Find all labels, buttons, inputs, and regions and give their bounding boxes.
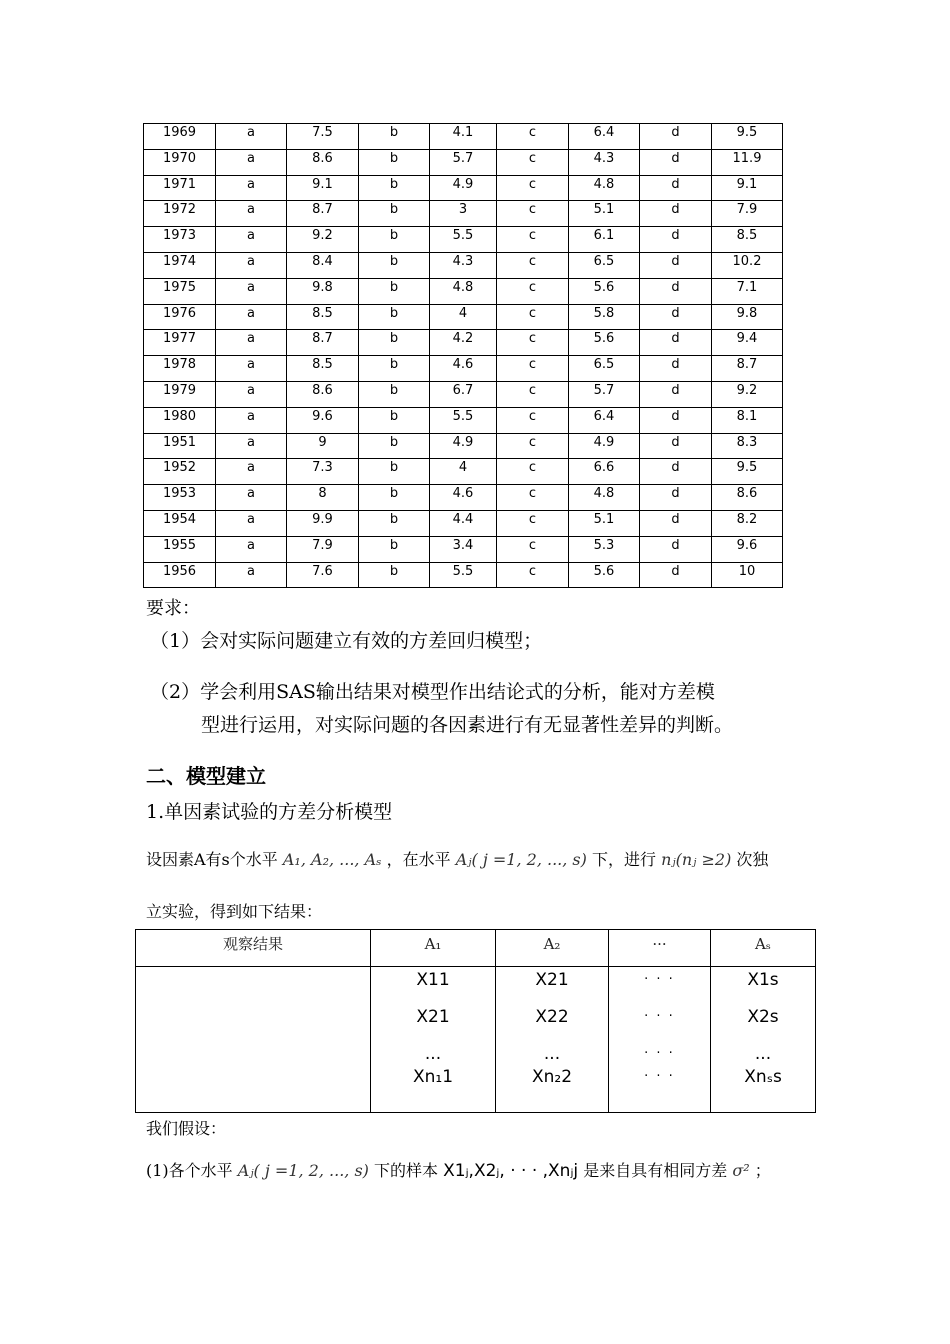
table-row (144, 278, 783, 304)
obs-value: Xn₁1 (412, 1067, 454, 1087)
cell-value-c: 5.6 (569, 330, 640, 356)
obs-value: X22 (535, 1007, 569, 1027)
obs-col-a1 (371, 967, 496, 1113)
para-text: 设因素A有s个水平 (146, 850, 278, 869)
cell-factor-c: c (497, 459, 569, 485)
assumptions-intro: 我们假设： (146, 1119, 227, 1138)
assumption-text: (1)各个水平 (146, 1161, 233, 1180)
cell-factor-b: b (359, 562, 430, 588)
observation-values-row (136, 967, 816, 1113)
cell-value-d: 7.1 (712, 278, 783, 304)
obs-header-as: Aₛ (711, 930, 816, 967)
obs-value: · · · (644, 1069, 675, 1084)
cell-factor-c: c (497, 536, 569, 562)
cell-factor-c: c (497, 510, 569, 536)
cell-value-b: 4.8 (430, 278, 497, 304)
cell-factor-d: d (640, 381, 712, 407)
cell-year: 1973 (144, 227, 216, 253)
table-row (144, 510, 783, 536)
cell-factor-a: a (216, 536, 287, 562)
cell-year: 1979 (144, 381, 216, 407)
cell-factor-b: b (359, 124, 430, 150)
cell-value-b: 4.2 (430, 330, 497, 356)
obs-value: X21 (416, 1007, 450, 1027)
cell-value-a: 9.6 (287, 407, 359, 433)
assumption-text: ； (754, 1161, 771, 1180)
cell-value-b: 4.4 (430, 510, 497, 536)
cell-value-c: 4.8 (569, 175, 640, 201)
requirement-item-2: （2）学会利用SAS输出结果对模型作出结论式的分析，能对方差模 (150, 681, 715, 703)
cell-factor-c: c (497, 149, 569, 175)
cell-factor-c: c (497, 485, 569, 511)
obs-value: X2s (747, 1007, 779, 1027)
cell-factor-c: c (497, 433, 569, 459)
cell-factor-d: d (640, 459, 712, 485)
cell-factor-b: b (359, 175, 430, 201)
table-row (144, 407, 783, 433)
cell-value-c: 5.3 (569, 536, 640, 562)
para-text: 次独 (736, 850, 769, 869)
cell-factor-b: b (359, 227, 430, 253)
cell-factor-d: d (640, 510, 712, 536)
cell-factor-d: d (640, 536, 712, 562)
cell-factor-b: b (359, 330, 430, 356)
cell-factor-a: a (216, 227, 287, 253)
obs-col-a2 (496, 967, 609, 1113)
cell-factor-d: d (640, 227, 712, 253)
cell-value-d: 11.9 (712, 149, 783, 175)
cell-value-a: 8.6 (287, 381, 359, 407)
requirements-label: 要求： (146, 598, 200, 619)
table-row (144, 536, 783, 562)
sample-size-formula: nⱼ(nⱼ ≥2) (661, 850, 732, 869)
cell-factor-a: a (216, 459, 287, 485)
cell-factor-d: d (640, 252, 712, 278)
requirement-item-2-continued: 型进行运用，对实际问题的各因素进行有无显著性差异的判断。 (201, 714, 734, 736)
cell-value-c: 6.1 (569, 227, 640, 253)
cell-factor-c: c (497, 407, 569, 433)
cell-factor-a: a (216, 562, 287, 588)
obs-value: Xnₛs (744, 1067, 782, 1087)
cell-year: 1976 (144, 304, 216, 330)
cell-factor-d: d (640, 433, 712, 459)
table-row (144, 330, 783, 356)
cell-factor-b: b (359, 407, 430, 433)
cell-factor-b: b (359, 459, 430, 485)
cell-factor-c: c (497, 562, 569, 588)
cell-factor-d: d (640, 278, 712, 304)
cell-factor-b: b (359, 252, 430, 278)
obs-col-as (711, 967, 816, 1113)
cell-factor-c: c (497, 124, 569, 150)
cell-factor-c: c (497, 175, 569, 201)
cell-factor-a: a (216, 149, 287, 175)
cell-value-b: 4.6 (430, 356, 497, 382)
cell-factor-d: d (640, 201, 712, 227)
cell-value-d: 7.9 (712, 201, 783, 227)
table-row (144, 252, 783, 278)
cell-value-a: 7.5 (287, 124, 359, 150)
cell-factor-c: c (497, 278, 569, 304)
cell-year: 1978 (144, 356, 216, 382)
cell-value-b: 5.5 (430, 407, 497, 433)
cell-factor-a: a (216, 124, 287, 150)
sample-list: X1ⱼ,X2ⱼ, · · · ,Xnⱼj (443, 1161, 579, 1181)
cell-year: 1974 (144, 252, 216, 278)
cell-value-b: 4.1 (430, 124, 497, 150)
obs-value: ... (543, 1044, 561, 1064)
table-row (144, 201, 783, 227)
cell-factor-c: c (497, 330, 569, 356)
cell-value-a: 8.7 (287, 330, 359, 356)
cell-value-a: 8.5 (287, 356, 359, 382)
cell-value-c: 5.6 (569, 562, 640, 588)
cell-year: 1953 (144, 485, 216, 511)
cell-factor-c: c (497, 381, 569, 407)
table-row (144, 433, 783, 459)
cell-factor-a: a (216, 485, 287, 511)
cell-value-b: 4.9 (430, 433, 497, 459)
cell-value-a: 9.9 (287, 510, 359, 536)
cell-factor-b: b (359, 485, 430, 511)
paragraph-factor-levels (146, 847, 768, 870)
cell-value-b: 3.4 (430, 536, 497, 562)
cell-factor-a: a (216, 381, 287, 407)
observation-table (135, 929, 816, 1113)
cell-value-c: 4.9 (569, 433, 640, 459)
cell-factor-a: a (216, 304, 287, 330)
cell-factor-c: c (497, 356, 569, 382)
cell-value-b: 4 (430, 459, 497, 485)
cell-value-d: 8.3 (712, 433, 783, 459)
section-subheading: 1.单因素试验的方差分析模型 (146, 801, 393, 823)
cell-value-c: 6.4 (569, 407, 640, 433)
cell-value-b: 4 (430, 304, 497, 330)
cell-factor-a: a (216, 252, 287, 278)
cell-value-a: 8.6 (287, 149, 359, 175)
cell-value-c: 5.7 (569, 381, 640, 407)
level-condition-formula: Aⱼ( j =1, 2, ..., s) (237, 1161, 369, 1180)
cell-value-c: 6.5 (569, 252, 640, 278)
table-row (144, 381, 783, 407)
cell-factor-a: a (216, 510, 287, 536)
cell-factor-c: c (497, 201, 569, 227)
cell-value-c: 6.6 (569, 459, 640, 485)
obs-value: ... (754, 1044, 772, 1064)
cell-value-d: 9.5 (712, 124, 783, 150)
cell-value-a: 7.9 (287, 536, 359, 562)
cell-value-d: 9.8 (712, 304, 783, 330)
obs-value: X1s (747, 970, 779, 990)
cell-value-a: 8.5 (287, 304, 359, 330)
cell-year: 1951 (144, 433, 216, 459)
table-row (144, 124, 783, 150)
cell-year: 1975 (144, 278, 216, 304)
obs-header-a2: A₂ (496, 930, 609, 967)
cell-year: 1956 (144, 562, 216, 588)
cell-year: 1977 (144, 330, 216, 356)
table-row (144, 227, 783, 253)
obs-empty-cell (136, 967, 371, 1113)
cell-factor-b: b (359, 433, 430, 459)
cell-factor-b: b (359, 149, 430, 175)
cell-year: 1972 (144, 201, 216, 227)
cell-factor-c: c (497, 304, 569, 330)
cell-year: 1980 (144, 407, 216, 433)
obs-value: Xn₂2 (531, 1067, 573, 1087)
table-row (144, 149, 783, 175)
obs-value: · · · (644, 972, 675, 987)
cell-value-b: 4.6 (430, 485, 497, 511)
cell-value-b: 5.5 (430, 227, 497, 253)
cell-factor-b: b (359, 201, 430, 227)
cell-year: 1955 (144, 536, 216, 562)
obs-value: X21 (535, 970, 569, 990)
cell-value-b: 4.9 (430, 175, 497, 201)
table-row (144, 485, 783, 511)
cell-value-c: 4.3 (569, 149, 640, 175)
cell-factor-a: a (216, 433, 287, 459)
cell-factor-d: d (640, 356, 712, 382)
cell-value-a: 9 (287, 433, 359, 459)
cell-value-d: 8.1 (712, 407, 783, 433)
cell-value-d: 10.2 (712, 252, 783, 278)
cell-factor-d: d (640, 124, 712, 150)
cell-value-d: 10 (712, 562, 783, 588)
cell-factor-d: d (640, 304, 712, 330)
cell-value-a: 7.3 (287, 459, 359, 485)
cell-factor-d: d (640, 562, 712, 588)
cell-value-a: 7.6 (287, 562, 359, 588)
cell-value-c: 6.4 (569, 124, 640, 150)
cell-year: 1952 (144, 459, 216, 485)
cell-value-d: 9.2 (712, 381, 783, 407)
cell-factor-a: a (216, 175, 287, 201)
obs-col-dots (609, 967, 711, 1113)
cell-year: 1969 (144, 124, 216, 150)
cell-year: 1954 (144, 510, 216, 536)
cell-factor-b: b (359, 536, 430, 562)
table-row (144, 356, 783, 382)
obs-value: X11 (416, 970, 450, 990)
cell-value-c: 5.8 (569, 304, 640, 330)
cell-value-c: 5.6 (569, 278, 640, 304)
table-row (144, 175, 783, 201)
cell-value-c: 4.8 (569, 485, 640, 511)
level-condition-formula: Aⱼ( j =1, 2, ..., s) (455, 850, 587, 869)
cell-value-d: 9.5 (712, 459, 783, 485)
cell-value-d: 9.4 (712, 330, 783, 356)
cell-value-d: 8.6 (712, 485, 783, 511)
section-heading: 二、模型建立 (146, 764, 266, 788)
cell-value-b: 6.7 (430, 381, 497, 407)
obs-value: · · · (644, 1009, 675, 1024)
cell-value-b: 3 (430, 201, 497, 227)
cell-value-b: 5.7 (430, 149, 497, 175)
obs-header-dots: ··· (609, 930, 711, 967)
levels-formula: A₁, A₂, ..., Aₛ (282, 850, 382, 869)
cell-factor-d: d (640, 330, 712, 356)
cell-factor-d: d (640, 175, 712, 201)
para-text: ，在水平 (386, 850, 451, 869)
requirement-item-1: （1）会对实际问题建立有效的方差回归模型； (150, 630, 543, 652)
assumption-text: 下的样本 (374, 1161, 439, 1180)
cell-value-c: 6.5 (569, 356, 640, 382)
cell-factor-b: b (359, 381, 430, 407)
obs-header-results: 观察结果 (136, 930, 371, 967)
cell-factor-a: a (216, 278, 287, 304)
cell-factor-b: b (359, 510, 430, 536)
cell-factor-a: a (216, 356, 287, 382)
assumption-item-1 (146, 1158, 771, 1181)
cell-value-c: 5.1 (569, 510, 640, 536)
para-text: 下，进行 (591, 850, 656, 869)
obs-value: · · · (644, 1046, 675, 1061)
cell-value-a: 8 (287, 485, 359, 511)
cell-value-d: 9.6 (712, 536, 783, 562)
cell-value-a: 8.7 (287, 201, 359, 227)
paragraph-continued: 立实验，得到如下结果： (146, 902, 323, 921)
cell-factor-c: c (497, 252, 569, 278)
cell-factor-d: d (640, 485, 712, 511)
table-row (144, 304, 783, 330)
table-row (144, 459, 783, 485)
cell-year: 1971 (144, 175, 216, 201)
data-table (143, 123, 783, 588)
cell-factor-d: d (640, 407, 712, 433)
cell-value-c: 5.1 (569, 201, 640, 227)
cell-value-a: 8.4 (287, 252, 359, 278)
cell-factor-a: a (216, 407, 287, 433)
cell-value-d: 9.1 (712, 175, 783, 201)
cell-factor-a: a (216, 201, 287, 227)
cell-value-b: 5.5 (430, 562, 497, 588)
cell-factor-a: a (216, 330, 287, 356)
variance-symbol: σ² (732, 1161, 750, 1180)
cell-value-b: 4.3 (430, 252, 497, 278)
cell-factor-b: b (359, 278, 430, 304)
cell-value-d: 8.7 (712, 356, 783, 382)
cell-value-d: 8.5 (712, 227, 783, 253)
cell-factor-c: c (497, 227, 569, 253)
cell-year: 1970 (144, 149, 216, 175)
table-row (144, 562, 783, 588)
cell-value-a: 9.2 (287, 227, 359, 253)
obs-value: ... (424, 1044, 442, 1064)
cell-factor-d: d (640, 149, 712, 175)
cell-factor-b: b (359, 304, 430, 330)
observation-header-row (136, 930, 816, 967)
cell-value-a: 9.1 (287, 175, 359, 201)
obs-header-a1: A₁ (371, 930, 496, 967)
cell-value-d: 8.2 (712, 510, 783, 536)
assumption-text: 是来自具有相同方差 (583, 1161, 728, 1180)
cell-factor-b: b (359, 356, 430, 382)
cell-value-a: 9.8 (287, 278, 359, 304)
